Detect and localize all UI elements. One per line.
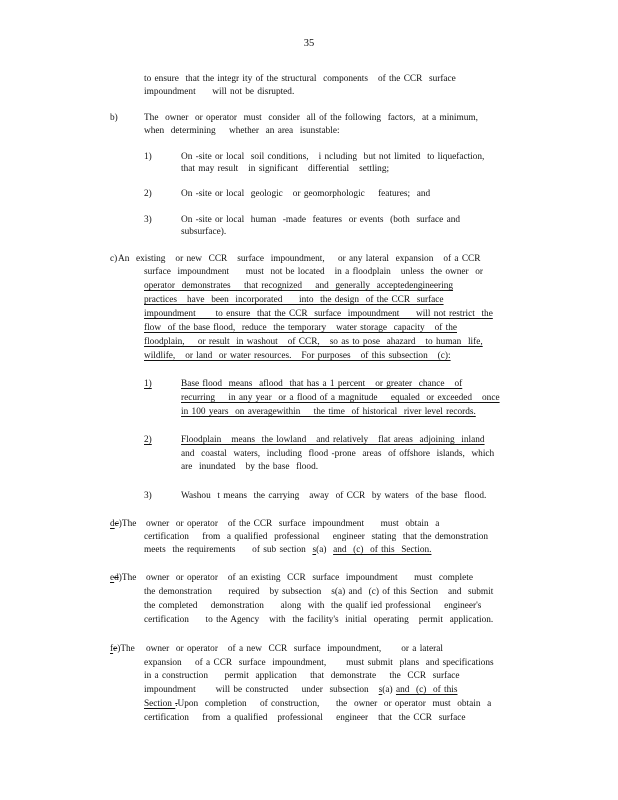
text-line-underlined: Floodplain means the lowland and relatively flat areas adjoining inland: [181, 435, 485, 445]
text-segment: (a): [382, 685, 396, 695]
label-struck: e: [113, 644, 118, 654]
text-line: [144, 684, 458, 696]
item-number: 2): [144, 435, 152, 445]
item-number: 2): [144, 189, 152, 199]
text-line: An existing or new CCR surface impoundment, or any lateral expansion of a CCR: [118, 254, 481, 264]
text-segment-underlined: s: [378, 685, 383, 695]
label-inserted: d: [110, 519, 115, 529]
text-segment: impoundment will be constructed under subsection: [144, 685, 379, 695]
label-struck: d: [114, 573, 119, 583]
text-segment: meets the requirements of sub section: [144, 545, 313, 555]
text-segment: (a): [316, 545, 334, 555]
text-line: subsurface).: [181, 227, 227, 237]
text-line: [144, 698, 491, 710]
text-line: certification to the Agency with the facility's initial operating permit application.: [144, 615, 494, 625]
item-number: 1): [144, 379, 152, 389]
text-line: On -site or local human -made features or events (both surface and: [181, 215, 461, 225]
subsection-label-d: [110, 518, 136, 530]
item-number: 3): [144, 215, 152, 225]
text-line: that may result in significant differential settling;: [181, 164, 390, 174]
text-segment-underlined: Section: [144, 699, 176, 709]
text-line: the demonstration required by subsection s(a) and (c) of this Section and submit: [144, 587, 494, 597]
subsection-label-b: b): [110, 113, 118, 123]
label-suffix: )The: [118, 519, 137, 529]
item-number: 3): [144, 491, 152, 501]
text-line: Washou t means the carrying away of CCR by waters of the base flood.: [181, 491, 487, 501]
text-line-underlined: operator demonstrates that recognized and generally acceptedengineering: [144, 281, 454, 291]
text-line-underlined: impoundment to ensure that the CCR surface impoundment will not restrict the: [144, 309, 493, 319]
text-line: owner or operator of the CCR surface impoundment must obtain a: [146, 519, 440, 529]
text-line: the completed demonstration along with the qualif ied professional engineer's: [144, 601, 482, 611]
text-line-underlined: Base flood means aflood that has a 1 percent or greater chance of: [181, 379, 463, 389]
text-line: [144, 544, 431, 556]
text-line-underlined: flow of the base flood, reduce the temporary water storage capacity of the: [144, 323, 457, 333]
text-line: in a construction permit application that demonstrate the CCR surface: [144, 671, 460, 681]
text-line: to ensure that the integr ity of the structural components of the CCR surface: [144, 74, 456, 84]
text-line-underlined: recurring in any year or a flood of a magnitude equaled or exceeded once: [181, 393, 500, 403]
text-line-underlined: floodplain, or result in washout of CCR, so as to pose ahazard to human life,: [144, 337, 483, 347]
label-suffix: )The: [117, 644, 135, 654]
text-line-underlined: wildlife, or land or water resources. For purposes of this subsection (c):: [144, 351, 451, 361]
text-line: certification from a qualified professional engineer that the CCR surface: [144, 713, 466, 723]
label-suffix: )The: [118, 573, 137, 583]
text-segment-underlined: s: [312, 545, 317, 555]
page-number: 35: [303, 38, 315, 49]
text-segment-underlined: and (c) of this: [395, 685, 458, 695]
text-line-underlined: practices have been incorporated into the design of the CCR surface: [144, 295, 444, 305]
text-line: owner or operator of an existing CCR surface impoundment must complete: [146, 573, 473, 583]
label-inserted: e: [110, 573, 115, 583]
text-line-underlined: in 100 years on averagewithin the time of historical river level records.: [181, 407, 476, 417]
label-struck: c: [114, 519, 119, 529]
text-line: The owner or operator must consider all of the following factors, at a minimum,: [144, 113, 478, 123]
text-segment: Upon completion of construction, the owner or operator must obtain a: [177, 699, 492, 709]
text-line: and coastal waters, including flood -prone areas of offshore islands, which: [181, 449, 495, 459]
subsection-label-f: [110, 643, 135, 655]
text-line: On -site or local geologic or geomorphologic features; and: [181, 189, 431, 199]
label-inserted: f: [110, 644, 114, 654]
subsection-label-c: c): [110, 254, 118, 264]
text-segment-underlined: and (c) of this Section.: [333, 545, 432, 555]
text-line: surface impoundment must not be located in a floodplain unless the owner or: [144, 267, 483, 277]
text-segment-struck: .: [175, 699, 178, 709]
text-line: impoundment will not be disrupted.: [144, 87, 295, 97]
text-line: certification from a qualified professional engineer stating that the demonstration: [144, 532, 489, 542]
text-line: are inundated by the base flood.: [181, 462, 319, 472]
subsection-label-e: [110, 572, 136, 584]
text-line: when determining whether an area isunstable:: [144, 126, 340, 136]
item-number: 1): [144, 152, 152, 162]
text-line: expansion of a CCR surface impoundment, must submit plans and specifications: [144, 658, 494, 668]
text-line: On -site or local soil conditions, i ncluding but not limited to liquefaction,: [181, 152, 485, 162]
text-line: owner or operator of a new CCR surface impoundment, or a lateral: [146, 644, 443, 654]
